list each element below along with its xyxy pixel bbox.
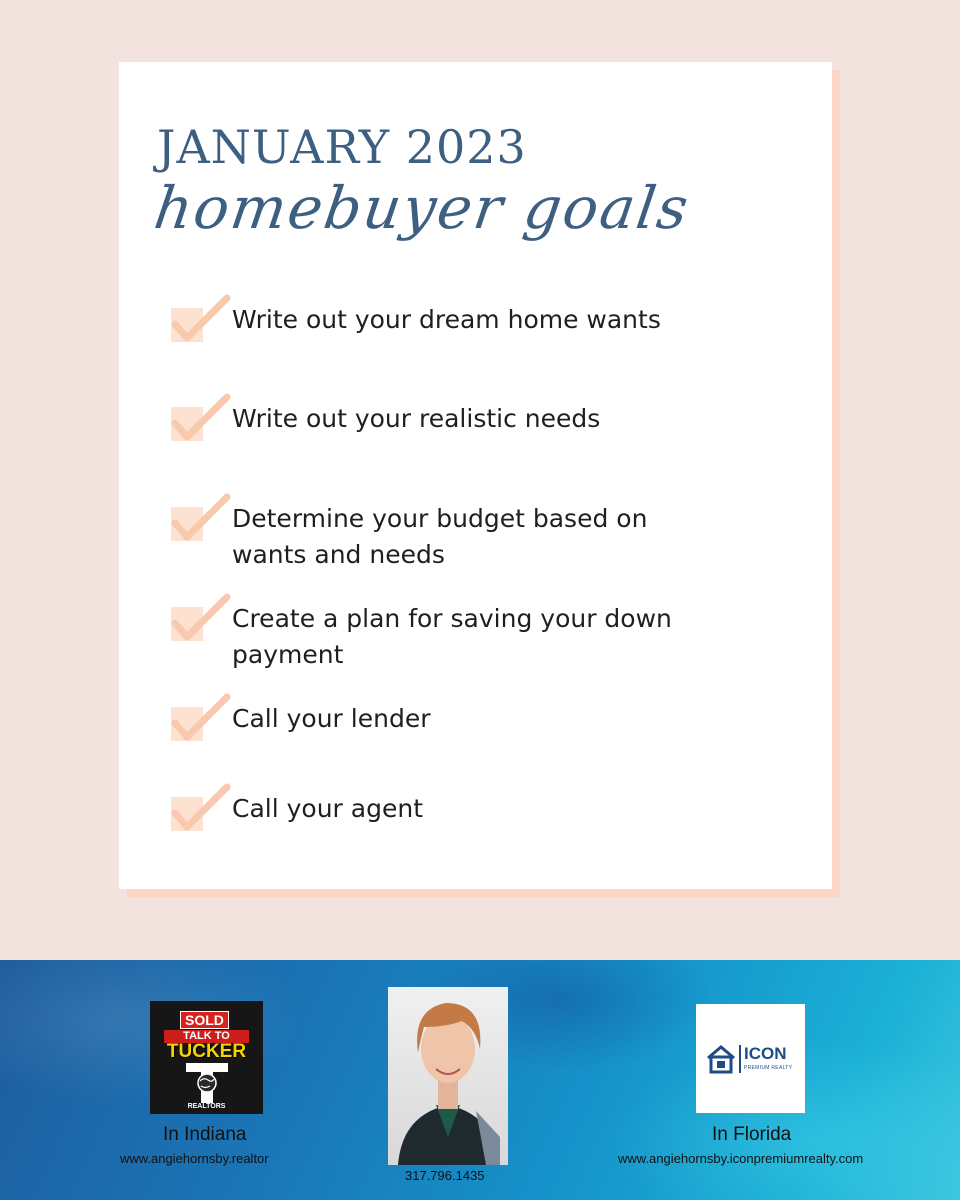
phone-number[interactable]: 317.796.1435 bbox=[405, 1168, 485, 1183]
checkmark-icon bbox=[167, 393, 233, 449]
icon-premium-realty-logo bbox=[696, 1004, 805, 1113]
globe-icon bbox=[186, 1063, 228, 1103]
page-title: JANUARY 2023 bbox=[157, 120, 527, 174]
checkmark-icon bbox=[167, 693, 233, 749]
checkmark-icon bbox=[167, 783, 233, 839]
page-subtitle: homebuyer goals bbox=[150, 174, 695, 242]
location-indiana: In Indiana bbox=[163, 1124, 247, 1145]
location-florida: In Florida bbox=[712, 1124, 792, 1145]
checkmark-icon bbox=[167, 294, 233, 350]
url-florida[interactable]: www.angiehornsby.iconpremiumrealty.com bbox=[618, 1151, 864, 1166]
goal-text: Create a plan for saving your down payment bbox=[232, 604, 672, 669]
checkmark-icon bbox=[167, 593, 233, 649]
logo-divider bbox=[739, 1045, 741, 1073]
goal-text: Determine your budget based on wants and needs bbox=[232, 504, 648, 569]
checkmark-icon bbox=[167, 493, 233, 549]
goals-card bbox=[119, 62, 832, 889]
sold-sign: SOLD bbox=[180, 1011, 229, 1029]
logo-tagline: TALK TO bbox=[164, 1030, 249, 1043]
footer-banner bbox=[0, 960, 960, 1200]
logo-brand-name: TUCKER bbox=[166, 1041, 247, 1062]
house-icon bbox=[706, 1044, 736, 1074]
goal-text: Write out your realistic needs bbox=[232, 404, 601, 433]
logo-brand-name: ICON bbox=[744, 1044, 787, 1063]
goals-list bbox=[119, 62, 832, 889]
logo-brand-sub: PREMIUM REALTY bbox=[744, 1065, 793, 1071]
agent-portrait bbox=[388, 987, 508, 1165]
logo-realtors-text: REALTORS bbox=[187, 1103, 226, 1110]
tucker-realtors-logo bbox=[150, 1001, 263, 1114]
goal-text: Write out your dream home wants bbox=[232, 305, 661, 334]
goal-text: Call your lender bbox=[232, 704, 431, 733]
goal-text: Call your agent bbox=[232, 794, 423, 823]
url-indiana[interactable]: www.angiehornsby.realtor bbox=[120, 1151, 269, 1166]
agent-photo bbox=[388, 987, 508, 1165]
